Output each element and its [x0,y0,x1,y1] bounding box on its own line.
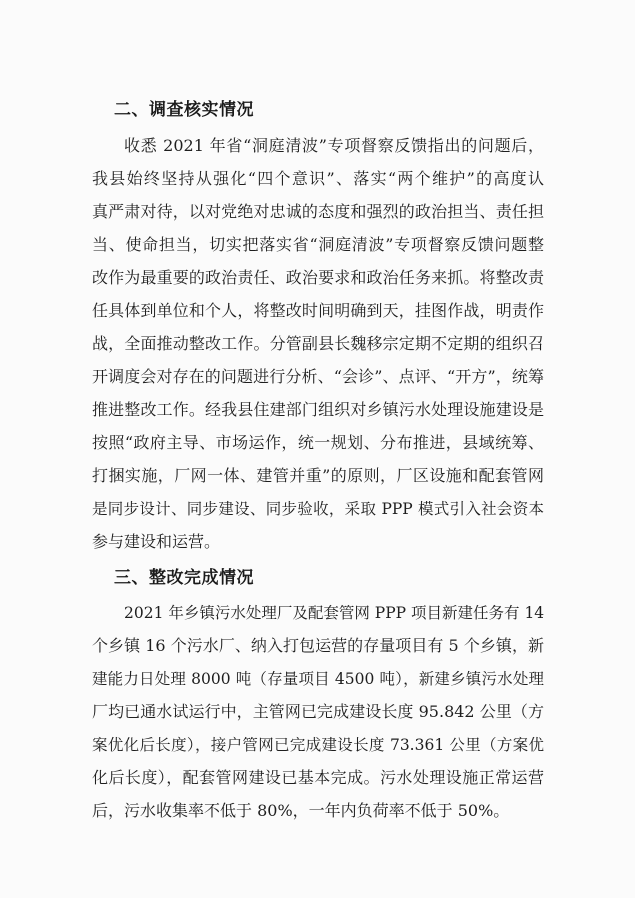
paragraph-line: 战，全面推动整改工作。分管副县长魏移宗定期不定期的组织召 [92,334,544,353]
section-heading-rectification: 三、整改完成情况 [114,568,254,588]
paragraph-line: 真严肃对待，以对党绝对忠诚的态度和强烈的政治担当、责任担 [92,202,544,221]
section-heading-investigation: 二、调查核实情况 [114,100,254,120]
paragraph-line: 个乡镇 16 个污水厂、纳入打包运营的存量项目有 5 个乡镇，新 [92,636,544,655]
paragraph-line: 参与建设和运营。 [92,532,221,551]
paragraph-line: 按照“政府主导、市场运作，统一规划、分布推进，县域统筹、 [92,433,544,452]
paragraph-line: 当、使命担当，切实把落实省“洞庭清波”专项督察反馈问题整 [92,235,544,254]
paragraph-line: 化后长度），配套管网建设已基本完成。污水处理设施正常运营 [92,768,544,787]
paragraph-line: 开调度会对存在的问题进行分析、“会诊”、点评、“开方”，统筹 [92,367,544,386]
paragraph-line: 我县始终坚持从强化“四个意识”、落实“两个维护”的高度认 [92,169,544,188]
paragraph-line: 案优化后长度），接户管网已完成建设长度 73.361 公里（方案优 [92,736,544,754]
paragraph-line: 建能力日处理 8000 吨（存量项目 4500 吨），新建乡镇污水处理 [92,670,544,688]
paragraph-line: 是同步设计、同步建设、同步验收，采取 PPP 模式引入社会资本 [92,500,544,518]
paragraph-line: 后，污水收集率不低于 80%，一年内负荷率不低于 50%。 [92,801,510,820]
paragraph-line: 改作为最重要的政治责任、政治要求和政治任务来抓。将整改责 [92,268,544,287]
paragraph-line: 任具体到单位和个人，将整改时间明确到天，挂图作战，明责作 [92,301,544,320]
paragraph-line: 打捆实施，厂网一体、建管并重”的原则，厂区设施和配套管网 [92,466,544,485]
paragraph-line: 收悉 2021 年省“洞庭清波”专项督察反馈指出的问题后， [124,136,544,155]
paragraph-line: 2021 年乡镇污水处理厂及配套管网 PPP 项目新建任务有 14 [124,604,545,622]
paragraph-line: 厂均已通水试运行中，主管网已完成建设长度 95.842 公里（方 [92,702,544,721]
paragraph-line: 推进整改工作。经我县住建部门组织对乡镇污水处理设施建设是 [92,400,544,419]
